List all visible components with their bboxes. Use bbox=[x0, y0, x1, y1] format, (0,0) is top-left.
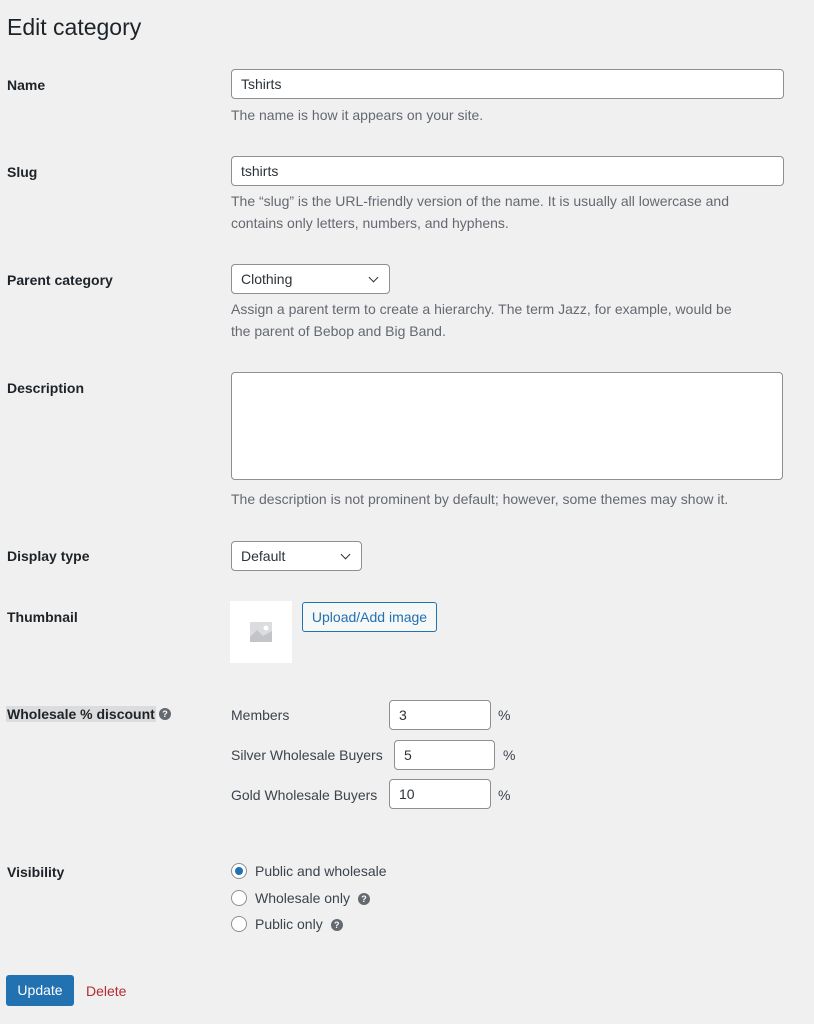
display-type-value: Default bbox=[241, 548, 286, 564]
radio-label-text: Public only bbox=[255, 916, 323, 932]
parent-category-select[interactable] bbox=[231, 264, 390, 294]
delete-link[interactable]: Delete bbox=[86, 983, 127, 999]
radio-label[interactable] bbox=[255, 916, 343, 932]
visibility-label: Visibility bbox=[7, 864, 65, 880]
description-textarea[interactable] bbox=[231, 372, 783, 480]
silver-label: Silver Wholesale Buyers bbox=[231, 747, 383, 763]
description-help: The description is not prominent by default; however, some themes may show it. bbox=[231, 491, 729, 507]
gold-discount-input[interactable]: 10 bbox=[389, 779, 491, 809]
radio-public-and-wholesale[interactable] bbox=[231, 863, 247, 879]
upload-image-button[interactable]: Upload/Add image bbox=[302, 602, 437, 632]
help-icon[interactable]: ? bbox=[331, 919, 343, 931]
name-input[interactable]: Tshirts bbox=[231, 69, 784, 99]
display-type-select[interactable] bbox=[231, 541, 362, 571]
parent-category-label: Parent category bbox=[7, 272, 113, 288]
radio-public-only[interactable] bbox=[231, 916, 247, 932]
radio-label-text: Wholesale only bbox=[255, 890, 350, 906]
description-label: Description bbox=[7, 380, 85, 396]
slug-description-line: contains only letters, numbers, and hyphens. bbox=[231, 215, 509, 231]
slug-description bbox=[231, 190, 781, 234]
thumbnail-placeholder bbox=[230, 601, 292, 663]
name-label: Name bbox=[7, 77, 46, 93]
slug-label: Slug bbox=[7, 164, 38, 180]
slug-description-line: The “slug” is the URL-friendly version of the name. It is usually all lowercase and bbox=[231, 193, 729, 209]
display-type-label: Display type bbox=[7, 548, 90, 564]
parent-category-value: Clothing bbox=[241, 271, 293, 287]
members-label: Members bbox=[231, 707, 290, 723]
percent-unit: % bbox=[498, 707, 511, 723]
name-description: The name is how it appears on your site. bbox=[231, 107, 484, 123]
radio-label[interactable] bbox=[255, 890, 370, 906]
parent-description bbox=[231, 298, 781, 342]
help-icon[interactable]: ? bbox=[159, 708, 171, 720]
members-discount-input[interactable]: 3 bbox=[389, 700, 491, 730]
wholesale-discount-text: Wholesale % discount bbox=[7, 706, 155, 722]
slug-input[interactable]: tshirts bbox=[231, 156, 784, 186]
page-title: Edit category bbox=[7, 14, 142, 40]
update-button[interactable]: Update bbox=[6, 975, 74, 1006]
radio-wholesale-only[interactable] bbox=[231, 890, 247, 906]
image-placeholder-icon bbox=[250, 622, 272, 642]
parent-description-line: the parent of Bebop and Big Band. bbox=[231, 323, 446, 339]
percent-unit: % bbox=[503, 747, 516, 763]
wholesale-discount-label bbox=[6, 706, 156, 722]
parent-description-line: Assign a parent term to create a hierarchy. The term Jazz, for example, would be bbox=[231, 301, 732, 317]
silver-discount-input[interactable]: 5 bbox=[394, 740, 495, 770]
percent-unit: % bbox=[498, 787, 511, 803]
radio-label[interactable]: Public and wholesale bbox=[255, 863, 387, 879]
gold-label: Gold Wholesale Buyers bbox=[231, 787, 378, 803]
thumbnail-label: Thumbnail bbox=[7, 609, 78, 625]
help-icon[interactable]: ? bbox=[358, 893, 370, 905]
